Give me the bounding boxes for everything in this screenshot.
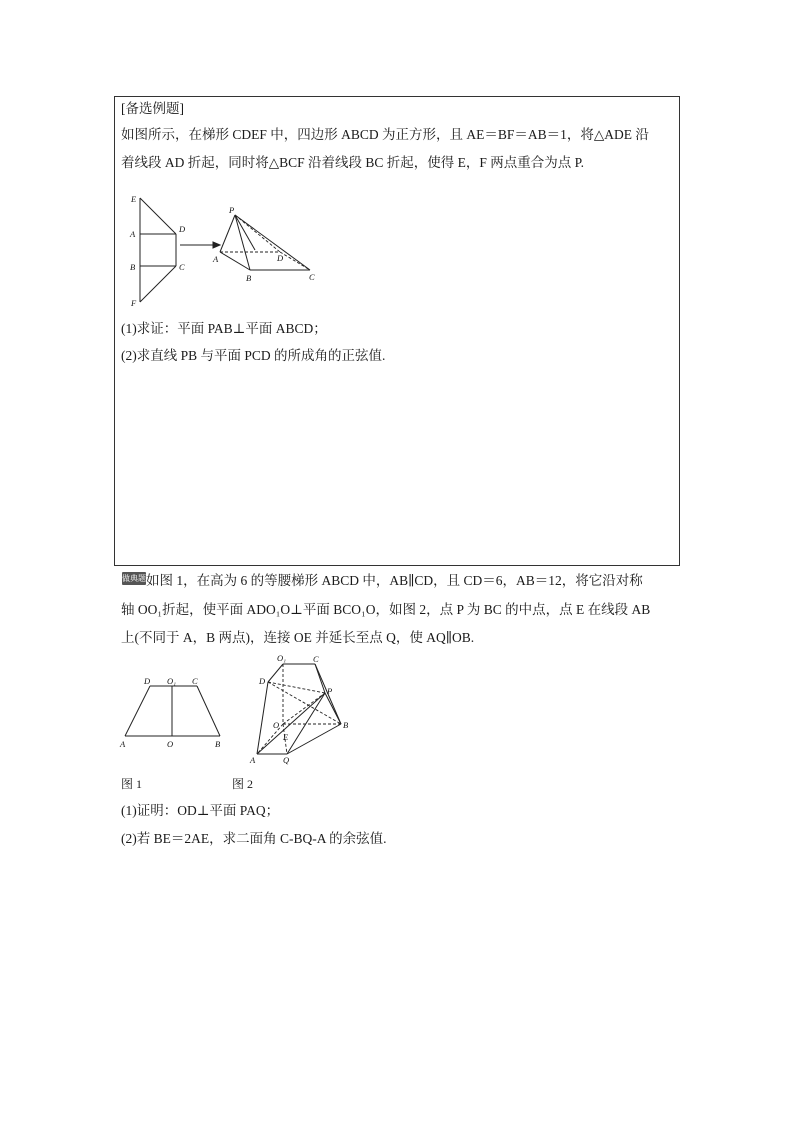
typical-problem-badge: 做典题: [122, 574, 146, 583]
label-D: D: [179, 224, 186, 234]
example-question-1: (1)求证：平面 PAB⊥平面 ABCD；: [121, 321, 327, 336]
fig1-label-B: B: [215, 739, 221, 749]
label-B: B: [130, 262, 136, 272]
problem-text-line2: 轴 OO₁折起，使平面 ADO₁O⊥平面 BCO₁O，如图 2，点 P 为 BC 的中点，点 E 在线段 AB: [121, 602, 651, 617]
arrow-icon: [213, 242, 220, 248]
example-figure: [120, 190, 330, 315]
label-P: P: [229, 205, 235, 215]
example-text-line1: 如图所示，在梯形 CDEF 中，四边形 ABCD 为正方形，且 AE＝BF＝AB＝1，将△ADE 沿: [121, 127, 649, 142]
figure-2: [245, 650, 360, 770]
label-D2: D: [277, 253, 284, 263]
fig2-label-Q: Q: [283, 755, 290, 765]
label-A2: A: [213, 254, 219, 264]
problem-text-line3: 上(不同于 A，B 两点)，连接 OE 并延长至点 Q，使 AQ∥OB.: [121, 630, 475, 645]
fig1-label-C: C: [192, 676, 198, 686]
fig2-label-D: D: [259, 676, 266, 686]
fig1-label-O: O: [167, 739, 174, 749]
fig2-label-A: A: [250, 755, 256, 765]
label-B2: B: [246, 273, 252, 283]
label-C2: C: [309, 272, 315, 282]
fig2-label-E: E: [283, 732, 289, 742]
label-C: C: [179, 262, 185, 272]
example-text-line2: 着线段 AD 折起，同时将△BCF 沿着线段 BC 折起，使得 E，F 两点重合为点 P.: [121, 155, 585, 170]
label-E: E: [131, 194, 137, 204]
problem-text-line1: 如图 1，在高为 6 的等腰梯形 ABCD 中，AB∥CD，且 CD＝6，AB＝12，将它沿对称: [146, 573, 643, 588]
problem-question-1: (1)证明：OD⊥平面 PAQ；: [121, 803, 280, 818]
label-F: F: [131, 298, 137, 308]
fig2-label-C: C: [313, 654, 319, 664]
fig2-label-O1: O₁: [277, 653, 287, 663]
figure-2-caption: 图 2: [232, 777, 254, 791]
figure-1-caption: 图 1: [121, 777, 143, 791]
label-A: A: [130, 229, 136, 239]
example-question-2: (2)求直线 PB 与平面 PCD 的所成角的正弦值.: [121, 348, 386, 363]
example-header: [备选例题]: [121, 101, 184, 116]
problem-question-2: (2)若 BE＝2AE，求二面角 C-BQ-A 的余弦值.: [121, 831, 387, 846]
fig2-label-P: P: [327, 686, 333, 696]
fig1-label-O1: O₁: [167, 676, 177, 686]
fig1-label-A: A: [120, 739, 126, 749]
fig2-label-O: O: [273, 720, 280, 730]
fig2-label-B: B: [343, 720, 349, 730]
figure-1: [115, 674, 230, 752]
fig1-label-D: D: [144, 676, 151, 686]
